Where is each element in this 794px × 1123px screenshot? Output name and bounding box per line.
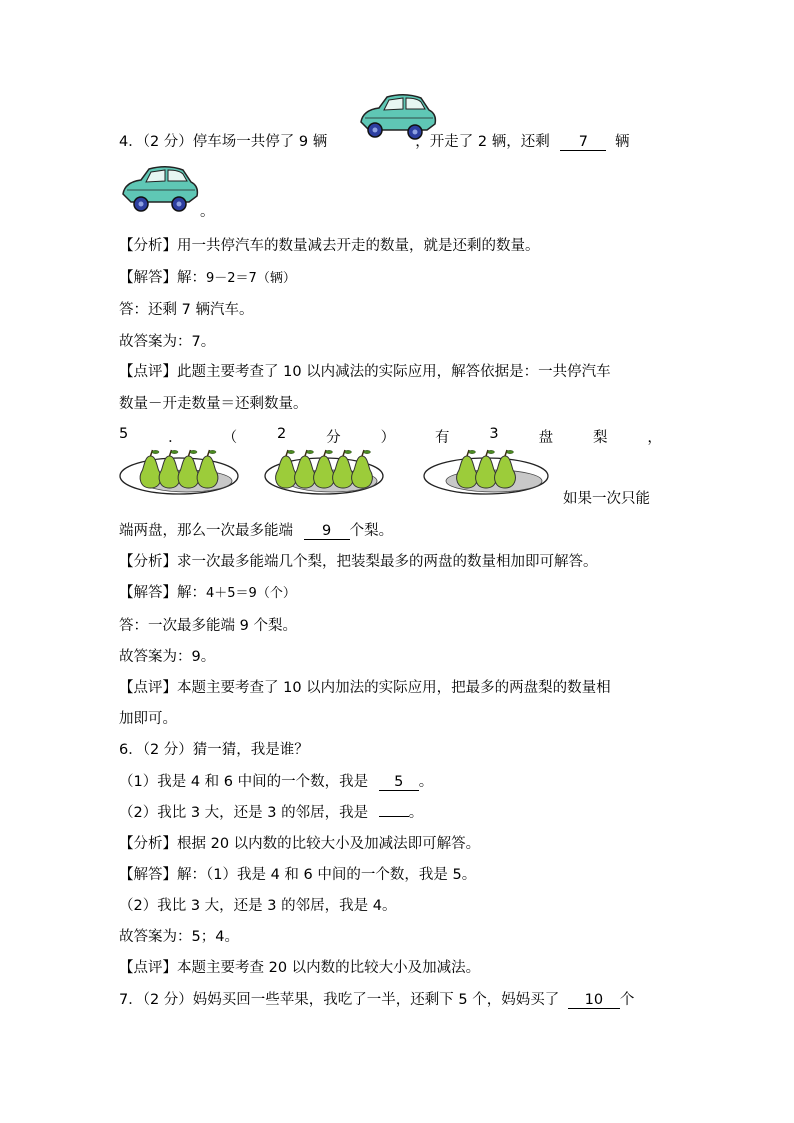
q4-question-line-1 xyxy=(119,132,629,152)
pear-icon xyxy=(333,450,354,488)
q5-line2-suffix: 个梨。 xyxy=(349,523,394,539)
pear-icon xyxy=(476,450,497,488)
q5-solution xyxy=(119,583,296,604)
q7-answer-blank: 10 xyxy=(568,992,620,1009)
q7-prefix: 7．（2 分）妈妈买回一些苹果，我吃了一半，还剩下 5 个，妈妈买了 xyxy=(119,992,560,1008)
q6-part-2 xyxy=(119,803,423,823)
q6-solution-1: 【解答】解：（1）我是 4 和 6 中间的一个数，我是 5。 xyxy=(119,867,477,883)
q4-prefix: 4．（2 分）停车场一共停了 9 辆 xyxy=(119,134,328,150)
q4-solution-label: 【解答】解： xyxy=(119,270,206,286)
q5-solution-label: 【解答】解： xyxy=(119,585,206,601)
pear-icon xyxy=(140,450,161,488)
q4-reply: 答：还剩 7 辆汽车。 xyxy=(119,302,254,318)
q4-comment-2: 数量－开走数量＝还剩数量。 xyxy=(119,396,308,412)
q5-line2-prefix: 端两盘，那么一次最多能端 xyxy=(119,523,293,539)
q6-p2-suffix: 。 xyxy=(408,805,424,821)
pear-plate xyxy=(265,450,383,494)
car-icon xyxy=(123,167,197,211)
q5-question-header xyxy=(119,426,662,447)
q6-comment: 【点评】本题主要考查 20 以内数的比较大小及加减法。 xyxy=(119,960,481,976)
q4-solution xyxy=(119,268,296,289)
q5-answer-blank: 9 xyxy=(304,523,350,540)
pear-icon xyxy=(295,450,316,488)
q4-solution-expr: 9－2＝7（辆） xyxy=(206,271,296,286)
q5-header-token: 梨 xyxy=(593,430,608,446)
q6-p1-prefix: （1）我是 4 和 6 中间的一个数，我是 xyxy=(119,774,369,790)
pear-plates-image xyxy=(119,448,559,504)
pear-plate xyxy=(424,450,548,494)
q6-p2-answer-blank xyxy=(379,816,409,817)
q7-question xyxy=(119,990,634,1010)
pear-icon xyxy=(197,450,218,488)
q6-p2-prefix: （2）我比 3 大，还是 3 的邻居，我是 xyxy=(119,805,369,821)
q5-header-token: 5 xyxy=(119,426,129,442)
q5-header-token: ） xyxy=(380,430,396,446)
q4-end: 。 xyxy=(200,204,215,220)
pear-icon xyxy=(495,450,516,488)
q4-answer-blank: 7 xyxy=(560,134,606,151)
q5-comment-1: 【点评】本题主要考查了 10 以内加法的实际应用，把最多的两盘梨的数量相 xyxy=(119,680,611,696)
q5-reply: 答：一次最多能端 9 个梨。 xyxy=(119,618,297,634)
q6-solution-2: （2）我比 3 大，还是 3 的邻居，我是 4。 xyxy=(119,898,397,914)
q5-comment-2: 加即可。 xyxy=(119,711,177,727)
q5-header-token: 3 xyxy=(489,426,499,442)
pear-icon xyxy=(159,450,180,488)
q5-header-token: 分 xyxy=(326,430,341,446)
q5-header-token: （ xyxy=(222,430,238,446)
q6-analysis: 【分析】根据 20 以内数的比较大小及加减法即可解答。 xyxy=(119,836,481,852)
q6-p1-suffix: 。 xyxy=(418,774,434,790)
pear-icon xyxy=(352,450,373,488)
q6-part-1 xyxy=(119,772,433,792)
pear-icon xyxy=(276,450,297,488)
q5-question-line-2 xyxy=(119,521,393,541)
q5-tail: 如果一次只能 xyxy=(563,491,650,507)
q5-final: 故答案为：9。 xyxy=(119,649,216,665)
q4-middle: ，开走了 2 辆，还剩 xyxy=(415,134,550,150)
q5-header-token: 2 xyxy=(277,426,287,442)
car-image-2 xyxy=(119,164,199,214)
pear-plate xyxy=(120,450,238,494)
q5-header-token: ， xyxy=(647,430,662,446)
q4-analysis: 【分析】用一共停汽车的数量减去开走的数量，就是还剩的数量。 xyxy=(119,238,540,254)
q5-solution-expr: 4＋5＝9（个） xyxy=(206,586,296,601)
q5-header-token: ． xyxy=(168,430,183,446)
q6-final: 故答案为：5；4。 xyxy=(119,929,239,945)
q4-suffix: 辆 xyxy=(614,134,630,150)
q5-header-token: 盘 xyxy=(538,430,554,446)
q5-analysis: 【分析】求一次最多能端几个梨，把装梨最多的两盘的数量相加即可解答。 xyxy=(119,554,598,570)
q6-p1-answer-blank: 5 xyxy=(379,774,419,791)
q4-final: 故答案为：7。 xyxy=(119,334,216,350)
pear-icon xyxy=(457,450,478,488)
q5-header-token: 有 xyxy=(435,430,450,446)
pear-icon xyxy=(178,450,199,488)
q6-title: 6．（2 分）猜一猜，我是谁？ xyxy=(119,742,309,758)
pear-icon xyxy=(314,450,335,488)
q4-comment-1: 【点评】此题主要考查了 10 以内减法的实际应用，解答依据是：一共停汽车 xyxy=(119,364,611,380)
q7-suffix: 个 xyxy=(619,992,635,1008)
